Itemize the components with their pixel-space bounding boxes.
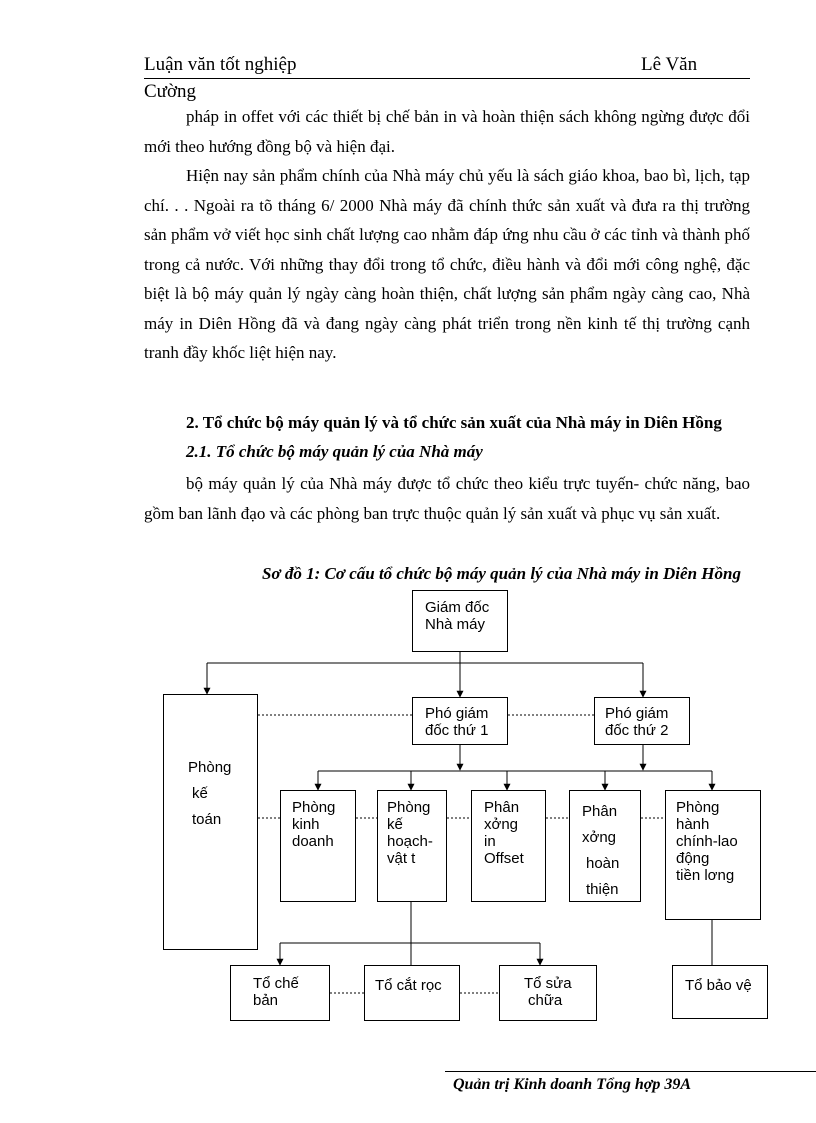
- security-line1: Tổ bảo vệ: [685, 977, 752, 994]
- offset-line1: Phân: [484, 799, 520, 816]
- security-box: [672, 965, 768, 1019]
- header-left: Luận văn tốt nghiệp: [144, 54, 297, 75]
- offset-line2: xởng: [484, 816, 519, 833]
- director-box: [412, 590, 508, 652]
- director-line2: Nhà máy: [425, 616, 486, 633]
- accounting-line1: Phòng: [188, 759, 232, 776]
- footer-text: Quản trị Kinh doanh Tổng hợp 39A: [453, 1076, 692, 1093]
- subsection-paragraph: bộ máy quản lý của Nhà máy được tổ chức theo kiểu trực tuyến- chức năng, bao gồm ban lãnh đạo và các phòng ban trực thuộc quản lý sản xuất và phục vụ sản xuất.: [144, 474, 750, 523]
- header-right: Lê Văn: [641, 54, 698, 75]
- cutting-line1: Tổ cắt rọc: [375, 977, 442, 994]
- director-line1: Giám đốc: [425, 599, 490, 616]
- finishing-line3: hoàn: [586, 855, 620, 872]
- planning-line4: vật t: [387, 850, 416, 867]
- offset-line3: in: [484, 833, 496, 850]
- accounting-line2: kế: [192, 785, 208, 802]
- business-line1: Phòng: [292, 799, 336, 816]
- admin-line2: hành: [676, 816, 710, 833]
- accounting-box: [163, 694, 258, 950]
- repair-line2: chữa: [528, 992, 563, 1009]
- business-line3: doanh: [292, 833, 334, 850]
- finishing-box: [569, 790, 641, 902]
- finishing-line1: Phân: [582, 803, 618, 820]
- deputy1-box: [412, 697, 508, 745]
- deputy1-line2: đốc thứ 1: [425, 722, 489, 739]
- section-heading: 2. Tổ chức bộ máy quản lý và tổ chức sản xuất của Nhà máy in Diên Hồng: [186, 413, 722, 432]
- paragraph-1: pháp in offet với các thiết bị chế bản in và hoàn thiện sách không ngừng được đổi mới theo hướng đồng bộ và hiện đại.: [144, 107, 750, 156]
- admin-line3: chính-lao: [676, 833, 738, 850]
- planning-box: [377, 790, 447, 902]
- offset-line4: Offset: [484, 850, 524, 867]
- prepress-line2: bản: [253, 992, 279, 1009]
- planning-line3: hoạch-: [387, 833, 433, 850]
- accounting-line3: toán: [192, 811, 222, 828]
- planning-line1: Phòng: [387, 799, 431, 816]
- diagram-caption: Sơ đồ 1: Cơ cấu tổ chức bộ máy quản lý của Nhà máy in Diên Hồng: [262, 564, 741, 583]
- business-box: [280, 790, 356, 902]
- finishing-line4: thiện: [586, 881, 619, 898]
- cutting-box: [364, 965, 460, 1021]
- admin-box: [665, 790, 761, 920]
- admin-line4: động: [676, 850, 710, 867]
- paragraph-2: Hiện nay sản phẩm chính của Nhà máy chủ yếu là sách giáo khoa, bao bì, lịch, tạp chí. . . Ngoài ra tõ tháng 6/ 2000 Nhà máy đã chính thức sản xuất và đưa ra thị trường sản phẩm vở viết học sinh chất lượng cao nhằm đáp ứng nhu cầu ở các tỉnh và thành phố trong cả nước. Với những thay đổi trong tổ chức, điều hành và đổi mới công nghệ, đặc biệt là bộ máy quản lý ngày càng hoàn thiện, chất lượng sản phẩm ngày càng cao, Nhà máy in Diên Hồng đã và đang ngày càng phát triển trong nền kinh tế thị trường cạnh tranh đầy khốc liệt hiện nay.: [144, 166, 750, 362]
- planning-line2: kế: [387, 816, 403, 833]
- admin-line1: Phòng: [676, 799, 720, 816]
- offset-box: [471, 790, 546, 902]
- deputy2-line2: đốc thứ 2: [605, 722, 669, 739]
- header-left-continued: Cường: [144, 81, 197, 102]
- footer-rule: [445, 1071, 816, 1072]
- subsection-heading: 2.1. Tổ chức bộ máy quản lý của Nhà máy: [186, 442, 483, 461]
- repair-line1: Tổ sửa: [524, 975, 572, 992]
- finishing-line2: xởng: [582, 829, 617, 846]
- deputy1-line1: Phó giám: [425, 705, 489, 722]
- repair-box: [499, 965, 597, 1021]
- prepress-box: [230, 965, 330, 1021]
- deputy2-box: [594, 697, 690, 745]
- deputy2-line1: Phó giám: [605, 705, 669, 722]
- prepress-line1: Tổ chế: [253, 975, 299, 992]
- business-line2: kinh: [292, 816, 320, 833]
- admin-line5: tiền lơng: [676, 867, 735, 884]
